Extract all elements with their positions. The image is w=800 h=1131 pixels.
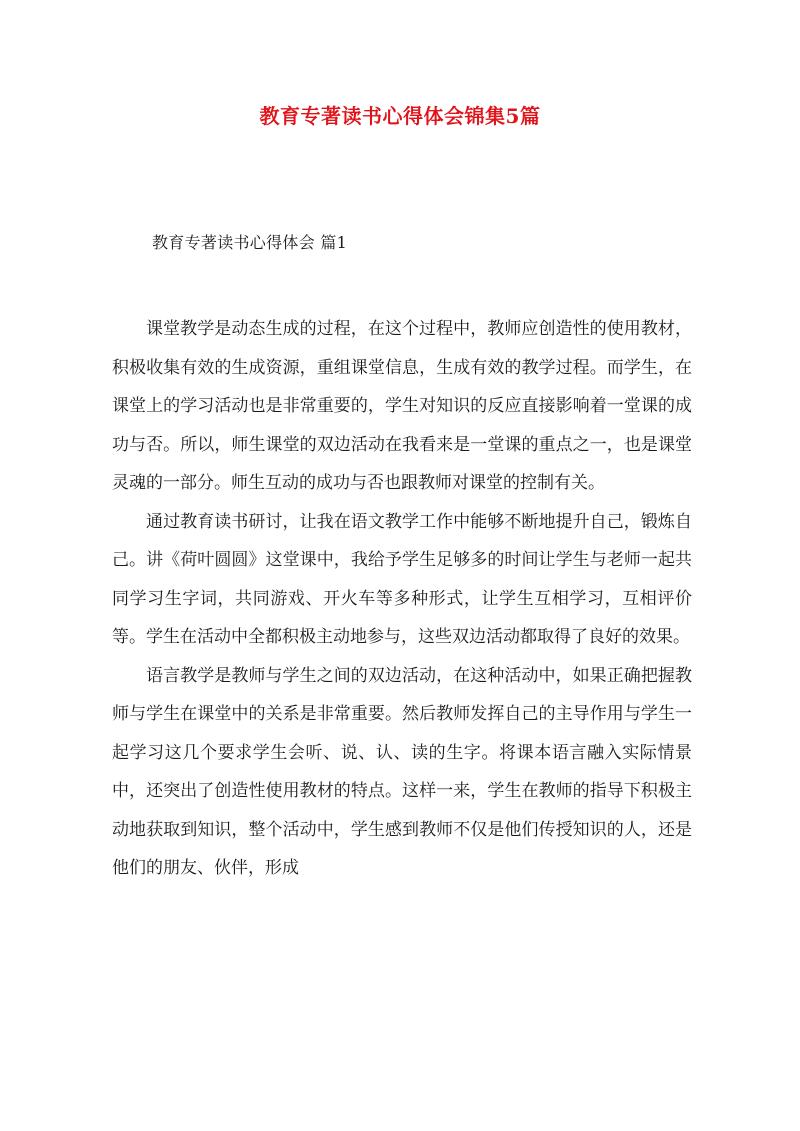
paragraph-1: 课堂教学是动态生成的过程，在这个过程中，教师应创造性的使用教材，积极收集有效的生成资源，重组课堂信息，生成有效的教学过程。而学生，在课堂上的学习活动也是非常重要的，学生对知识的反应直接影响着一堂课的成功与否。所以，师生课堂的双边活动在我看来是一堂课的重点之一，也是课堂灵魂的一部分。师生互动的成功与否也跟教师对课堂的控制有关。 (112, 319, 692, 493)
section-heading: 教育专著读书心得体会 篇1 (152, 233, 348, 252)
paragraph-2: 通过教育读书研讨，让我在语文教学工作中能够不断地提升自己，锻炼自己。讲《荷叶圆圆》这堂课中，我给予学生足够多的时间让学生与老师一起共同学习生字词，共同游戏、开火车等多种形式，让学生互相学习，互相评价等。学生在活动中全都积极主动地参与，这些双边活动都取得了良好的效果。 (112, 511, 692, 647)
document-body (112, 310, 692, 888)
document-title: 教育专著读书心得体会锦集5篇 (259, 104, 541, 128)
paragraph-3: 语言教学是教师与学生之间的双边活动，在这种活动中，如果正确把握教师与学生在课堂中的关系是非常重要。然后教师发挥自己的主导作用与学生一起学习这几个要求学生会听、说、认、读的生字。将课本语言融入实际情景中，还突出了创造性使用教材的特点。这样一来，学生在教师的指导下积极主动地获取到知识，整个活动中，学生感到教师不仅是他们传授知识的人，还是他们的朋友、伙伴，形成 (112, 665, 692, 878)
